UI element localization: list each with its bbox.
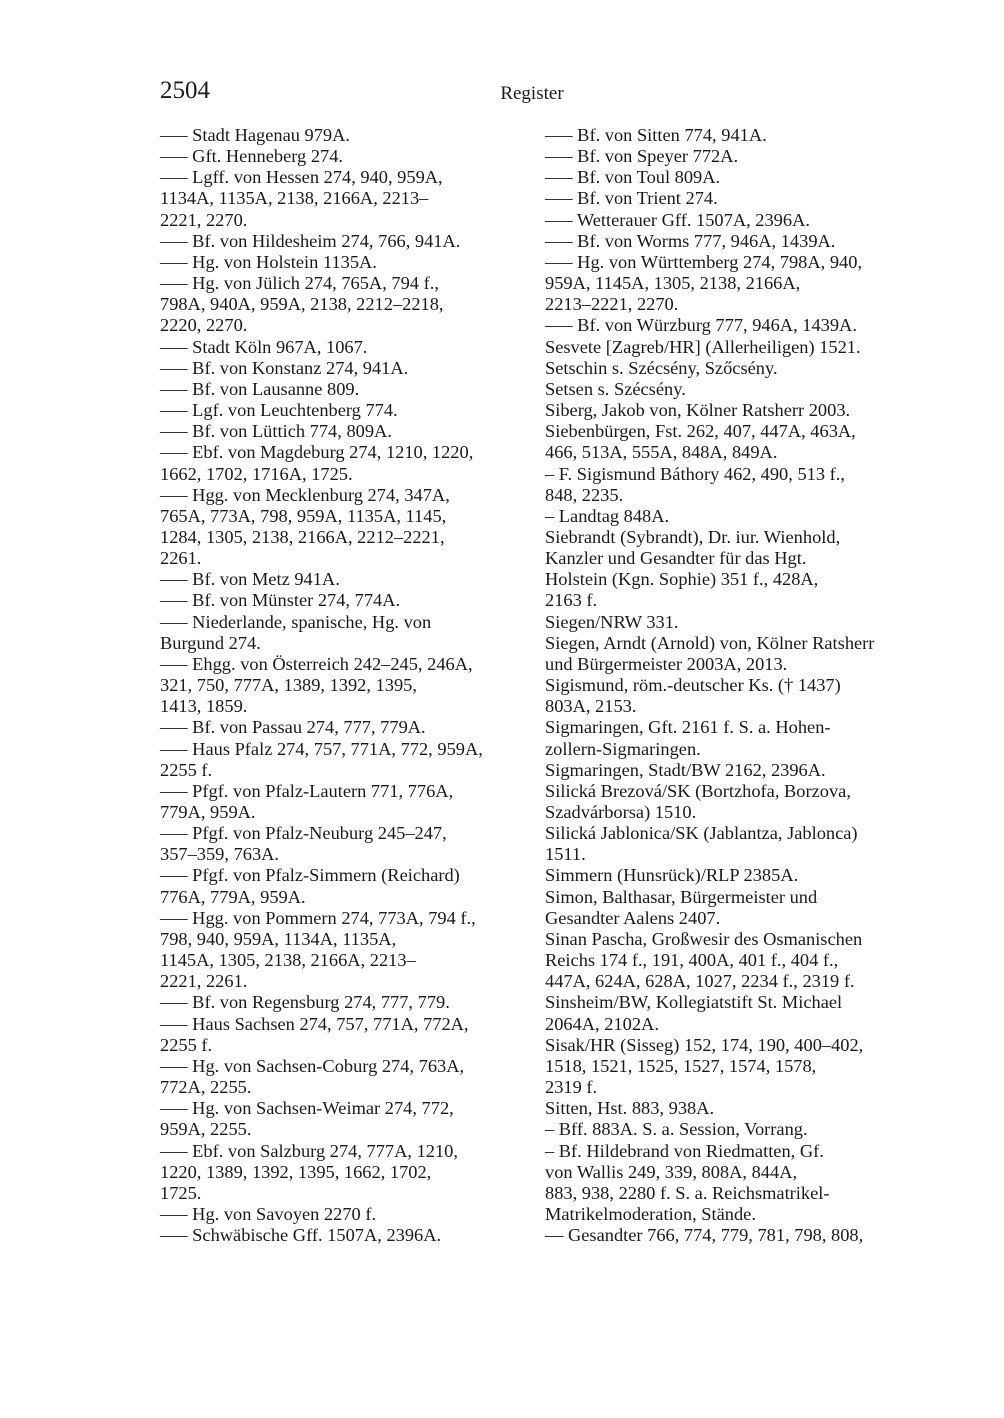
index-entry-line: 765A, 773A, 798, 959A, 1135A, 1145, (160, 505, 447, 526)
index-entry-line: Burgund 274. (160, 632, 261, 653)
index-entry (160, 125, 532, 146)
index-entry-line: Silická Jablonica/SK (Jablantza, Jablonca) (545, 823, 858, 844)
page-header (160, 76, 904, 112)
index-entry (545, 506, 907, 527)
index-entry-line: ––– Bf. von Sitten 774, 941A. (545, 125, 767, 145)
index-entry-line: 776A, 779A, 959A. (160, 886, 306, 907)
index-entry-line: ––– Haus Pfalz 274, 757, 771A, 772, 959A, (160, 738, 483, 759)
index-entry (160, 1014, 532, 1056)
index-entry-line: ––– Ehgg. von Österreich 242–245, 246A, (160, 653, 473, 674)
index-entry (545, 400, 907, 421)
index-entry (545, 146, 907, 167)
index-entry (160, 612, 532, 654)
index-entry-line: ––– Wetterauer Gff. 1507A, 2396A. (545, 209, 810, 230)
index-entry-line: Sinsheim/BW, Kollegiatstift St. Michael (545, 992, 843, 1013)
index-entry-line: ––– Stadt Köln 967A, 1067. (160, 336, 368, 357)
index-entry (545, 781, 907, 823)
index-entry-line: 2163 f. (545, 590, 598, 611)
index-entry (160, 400, 532, 421)
index-entry-line: Siegen, Arndt (Arnold) von, Kölner Ratsherr (545, 632, 875, 653)
index-entry-line: 1518, 1521, 1525, 1527, 1574, 1578, (545, 1055, 817, 1076)
index-entry (545, 188, 907, 209)
index-entry-line: ––– Bf. von Passau 274, 777, 779A. (160, 717, 426, 738)
index-entry (160, 1141, 532, 1204)
index-entry-line: ––– Hg. von Jülich 274, 765A, 794 f., (160, 273, 439, 294)
index-entry-line: 2255 f. (160, 759, 213, 780)
index-entry-line: – F. Sigismund Báthory 462, 490, 513 f., (545, 463, 845, 484)
index-entry-line: ––– Bf. von Konstanz 274, 941A. (160, 357, 409, 378)
index-entry-line: – Landtag 848A. (545, 505, 670, 526)
index-entry-line: 1662, 1702, 1716A, 1725. (160, 463, 353, 484)
index-entry-line: ––– Bf. von Regensburg 274, 777, 779. (160, 992, 450, 1013)
index-entry (545, 865, 907, 886)
index-entry-line: ––– Hg. von Württemberg 274, 798A, 940, (545, 251, 863, 272)
index-entry-line: ––– Bf. von Lausanne 809. (160, 378, 360, 399)
index-entry (545, 464, 907, 506)
index-entry-line: 2221, 2261. (160, 971, 248, 992)
index-entry-line: ––– Bf. von Speyer 772A. (545, 146, 739, 167)
index-entry (160, 337, 532, 358)
index-entry (160, 231, 532, 252)
index-entry (160, 167, 532, 230)
index-entry-line: 1413, 1859. (160, 696, 248, 717)
index-entry (545, 210, 907, 231)
index-entry (160, 273, 532, 336)
index-entry-line: Silická Brezová/SK (Bortzhofa, Borzova, (545, 780, 851, 801)
index-entry-line: 357–359, 763A. (160, 844, 280, 865)
index-entry-line: Simmern (Hunsrück)/RLP 2385A. (545, 865, 799, 886)
index-entry (160, 442, 532, 484)
index-entry-line: ––– Hgg. von Mecklenburg 274, 347A, (160, 484, 450, 505)
index-entry-line: 959A, 2255. (160, 1119, 252, 1140)
index-entry (545, 1141, 907, 1226)
index-entry-line: ––– Lgff. von Hessen 274, 940, 959A, (160, 167, 443, 188)
index-entry-line: Setsen s. Szécsény. (545, 378, 686, 399)
index-entry-line: 2213–2221, 2270. (545, 294, 679, 315)
index-entry-line: ––– Gft. Henneberg 274. (160, 146, 344, 167)
index-entry-line: 2221, 2270. (160, 209, 248, 230)
index-entry (160, 1204, 532, 1225)
index-entry (545, 315, 907, 336)
index-entry (160, 485, 532, 570)
index-entry-line: Siegen/NRW 331. (545, 611, 679, 632)
index-entry-line: Sigismund, röm.-deutscher Ks. († 1437) (545, 675, 841, 696)
index-entry (160, 252, 532, 273)
index-entry (160, 379, 532, 400)
index-entry (545, 887, 907, 929)
index-entry-line: 959A, 1145A, 1305, 2138, 2166A, (545, 273, 801, 294)
index-entry (545, 358, 907, 379)
index-entry (545, 527, 907, 612)
index-entry-line: Sigmaringen, Stadt/BW 2162, 2396A. (545, 759, 826, 780)
index-entry (545, 633, 907, 675)
index-entry-line: ––– Bf. von Worms 777, 946A, 1439A. (545, 230, 836, 251)
index-entry-line: ––– Stadt Hagenau 979A. (160, 125, 351, 145)
index-entry-line: ––– Pfgf. von Pfalz-Simmern (Reichard) (160, 865, 460, 886)
index-entry (545, 231, 907, 252)
index-entry-line: 2255 f. (160, 1034, 213, 1055)
index-entry-line: Szadvárborsa) 1510. (545, 802, 697, 822)
index-entry (545, 760, 907, 781)
index-entry-line: ––– Ebf. von Salzburg 274, 777A, 1210, (160, 1140, 458, 1161)
index-entry-line: 1284, 1305, 2138, 2166A, 2212–2221, (160, 526, 445, 547)
index-entry-line: 1145A, 1305, 2138, 2166A, 2213– (160, 950, 416, 971)
index-entry (545, 1035, 907, 1098)
index-entry (160, 421, 532, 442)
index-entry (160, 654, 532, 717)
index-entry-line: ––– Hg. von Sachsen-Coburg 274, 763A, (160, 1055, 465, 1076)
index-entry (160, 358, 532, 379)
index-entry (545, 675, 907, 717)
index-entry-line: ––– Hg. von Savoyen 2270 f. (160, 1203, 377, 1224)
index-entry-line: ––– Bf. von Metz 941A. (160, 569, 340, 590)
index-entry (160, 781, 532, 823)
index-entry-line: Sisak/HR (Sisseg) 152, 174, 190, 400–402, (545, 1034, 864, 1055)
index-entry-line: 779A, 959A. (160, 802, 256, 822)
index-entry-line: ––– Bf. von Trient 274. (545, 188, 718, 209)
index-entry-line: ––– Bf. von Lüttich 774, 809A. (160, 421, 392, 442)
index-entry-line: 1134A, 1135A, 2138, 2166A, 2213– (160, 188, 429, 209)
index-entry-line: 1220, 1389, 1392, 1395, 1662, 1702, (160, 1161, 432, 1182)
index-entry (545, 337, 907, 358)
index-entry-line: ––– Schwäbische Gff. 1507A, 2396A. (160, 1225, 442, 1246)
index-entry (160, 717, 532, 738)
index-entry-line: Simon, Balthasar, Bürgermeister und (545, 886, 818, 907)
index-entry-line: –– Gesandter 766, 774, 779, 781, 798, 808, (545, 1225, 864, 1246)
index-entry-line: 2261. (160, 548, 202, 569)
index-entry-line: – Bf. Hildebrand von Riedmatten, Gf. (545, 1140, 824, 1161)
index-entry-line: 798A, 940A, 959A, 2138, 2212–2218, (160, 294, 444, 315)
index-entry (160, 992, 532, 1013)
index-entry-line: ––– Bf. von Hildesheim 274, 766, 941A. (160, 230, 461, 251)
index-entry-line: 1725. (160, 1182, 202, 1203)
index-entry-line: ––– Niederlande, spanische, Hg. von (160, 611, 432, 632)
index-entry-line: Sigmaringen, Gft. 2161 f. S. a. Hohen- (545, 717, 831, 738)
index-entry (160, 823, 532, 865)
index-entry (545, 379, 907, 400)
index-entry (545, 717, 907, 759)
index-entry-line: 883, 938, 2280 f. S. a. Reichsmatrikel- (545, 1182, 830, 1203)
index-entry-line: von Wallis 249, 339, 808A, 844A, (545, 1161, 798, 1182)
index-entry (160, 1225, 532, 1246)
index-entry-line: ––– Ebf. von Magdeburg 274, 1210, 1220, (160, 442, 474, 463)
index-entry (545, 167, 907, 188)
index-entry (160, 865, 532, 907)
index-entry (545, 992, 907, 1034)
index-entry (160, 739, 532, 781)
index-entry-line: ––– Haus Sachsen 274, 757, 771A, 772A, (160, 1013, 469, 1034)
index-entry (545, 1119, 907, 1140)
index-entry (545, 421, 907, 463)
index-entry-line: 848, 2235. (545, 484, 624, 505)
index-entry-line: 798, 940, 959A, 1134A, 1135A, (160, 928, 397, 949)
index-entry-line: Siebrandt (Sybrandt), Dr. iur. Wienhold, (545, 526, 841, 547)
page-number: 2504 (160, 77, 210, 104)
index-entry (545, 612, 907, 633)
index-entry-line: Kanzler und Gesandter für das Hgt. (545, 548, 807, 569)
index-entry-line: 1511. (545, 844, 586, 865)
index-entry-line: ––– Pfgf. von Pfalz-Lautern 771, 776A, (160, 780, 454, 801)
index-entry (545, 252, 907, 315)
index-entry-line: Matrikelmoderation, Stände. (545, 1203, 756, 1224)
index-entry-line: und Bürgermeister 2003A, 2013. (545, 653, 788, 674)
index-column-right (545, 125, 907, 1246)
index-column-left (160, 125, 532, 1246)
index-entry (545, 1225, 907, 1246)
index-entry-line: ––– Bf. von Würzburg 777, 946A, 1439A. (545, 315, 857, 336)
index-entry (545, 929, 907, 992)
index-entry (545, 823, 907, 865)
index-entry-line: Siebenbürgen, Fst. 262, 407, 447A, 463A, (545, 421, 856, 442)
index-entry-line: Holstein (Kgn. Sophie) 351 f., 428A, (545, 569, 819, 590)
index-entry-line: 2319 f. (545, 1077, 598, 1098)
index-entry-line: ––– Hg. von Sachsen-Weimar 274, 772, (160, 1098, 454, 1119)
index-entry-line: 321, 750, 777A, 1389, 1392, 1395, (160, 675, 417, 696)
index-entry-line: ––– Bf. von Toul 809A. (545, 167, 721, 188)
index-entry-line: ––– Hgg. von Pommern 274, 773A, 794 f., (160, 907, 476, 928)
index-entry-line: Gesandter Aalens 2407. (545, 907, 721, 928)
index-entry-line: Sesvete [Zagreb/HR] (Allerheiligen) 1521. (545, 336, 861, 357)
index-entry-line: ––– Hg. von Holstein 1135A. (160, 251, 377, 272)
index-entry-line: 2220, 2270. (160, 315, 248, 336)
index-entry (160, 590, 532, 611)
index-entry-line: ––– Bf. von Münster 274, 774A. (160, 590, 401, 611)
index-entry-line: 466, 513A, 555A, 848A, 849A. (545, 442, 778, 463)
index-entry-line: zollern-Sigmaringen. (545, 738, 701, 759)
index-entry-line: 803A, 2153. (545, 696, 637, 717)
index-entry (545, 125, 907, 146)
index-entry (160, 569, 532, 590)
index-entry (160, 908, 532, 993)
index-entry (160, 1098, 532, 1140)
index-entry-line: ––– Pfgf. von Pfalz-Neuburg 245–247, (160, 823, 447, 844)
index-entry-line: Reichs 174 f., 191, 400A, 401 f., 404 f., (545, 950, 839, 971)
index-entry-line: Setschin s. Szécsény, Szőcsény. (545, 357, 778, 378)
index-entry-line: Sitten, Hst. 883, 938A. (545, 1098, 715, 1119)
index-entry-line: 2064A, 2102A. (545, 1013, 659, 1034)
index-entry-line: Sinan Pascha, Großwesir des Osmanischen (545, 928, 863, 949)
index-entry-line: Siberg, Jakob von, Kölner Ratsherr 2003. (545, 400, 851, 421)
index-entry-line: – Bff. 883A. S. a. Session, Vorrang. (545, 1119, 808, 1140)
running-head: Register (500, 83, 564, 104)
index-entry-line: 772A, 2255. (160, 1077, 252, 1098)
index-entry (160, 146, 532, 167)
index-entry-line: ––– Lgf. von Leuchtenberg 774. (160, 400, 398, 421)
index-entry (545, 1098, 907, 1119)
index-entry-line: 447A, 624A, 628A, 1027, 2234 f., 2319 f. (545, 971, 855, 992)
index-entry (160, 1056, 532, 1098)
